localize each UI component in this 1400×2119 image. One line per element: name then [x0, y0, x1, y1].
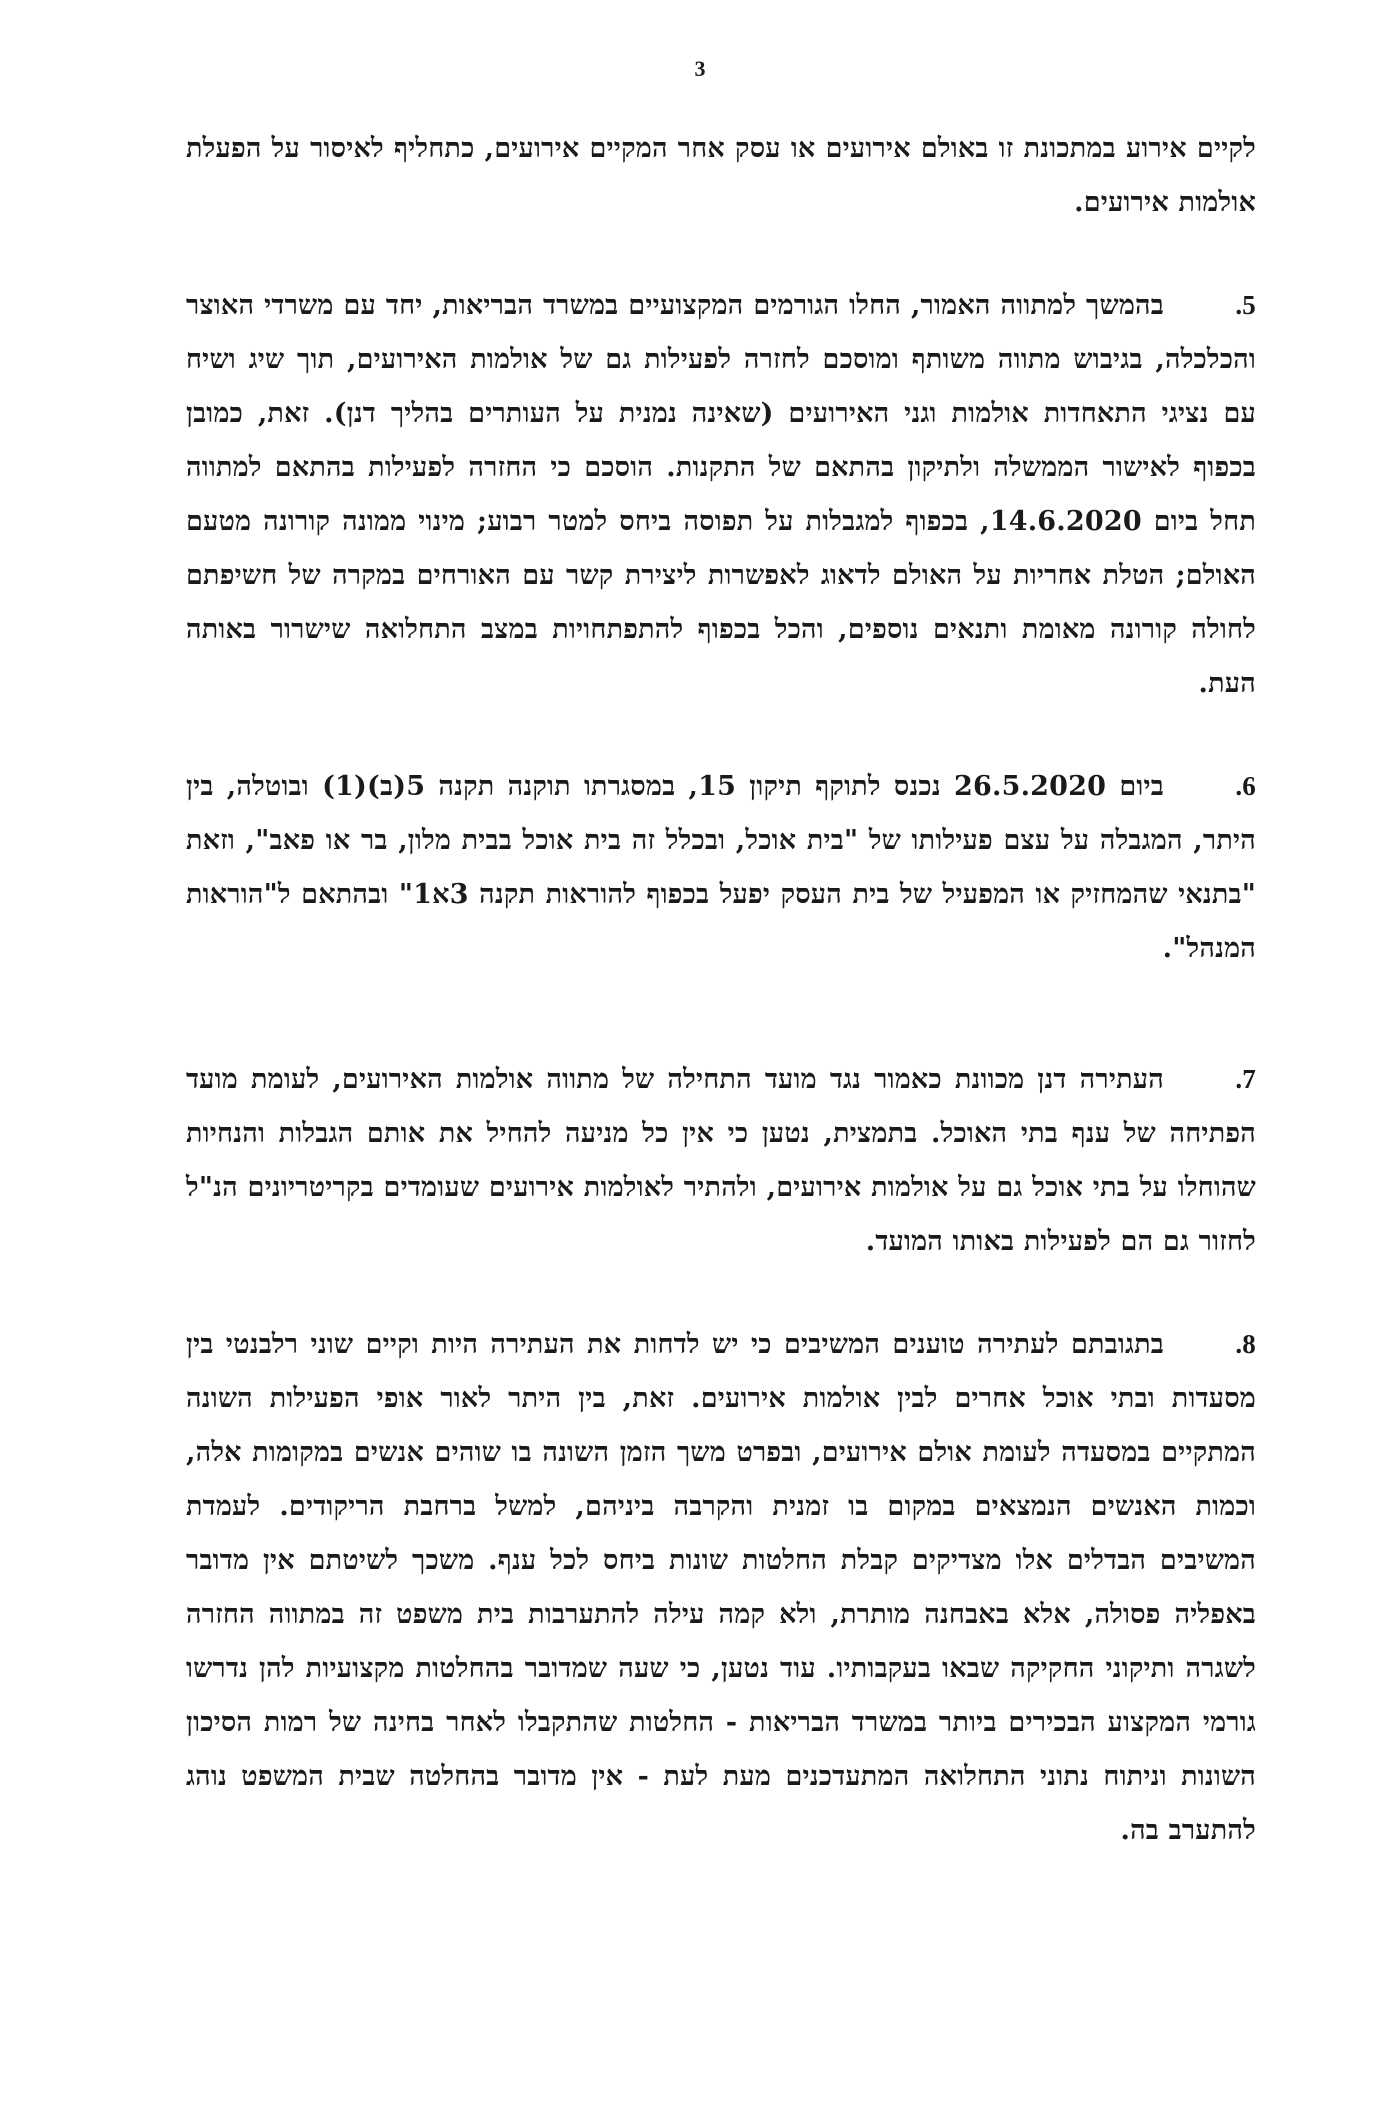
paragraph-intro: [186, 122, 1256, 230]
document-body: [186, 122, 1256, 1858]
paragraph-8-text: בתגובתם לעתירה טוענים המשיבים כי יש לדחות את העתירה היות וקיים שוני רלבנטי בין מסעדות ובתי אוכל אחרים לבין אולמות אירועים. זאת, בין היתר לאור אופי הפעילות השונה המתקיים במסעדה לעומת אולם אירועים, ובפרט משך הזמן השונה בו שוהים אנשים במקומות אלה, וכמות האנשים הנמצאים במקום בו זמנית והקרבה ביניהם, למשל ברחבת הריקודים. לעמדת המשיבים הבדלים אלו מצדיקים קבלת החלטות שונות ביחס לכל ענף. משכך לשיטתם אין מדובר באפליה פסולה, אלא באבחנה מותרת, ולא קמה עילה להתערבות בית משפט זה במתווה החזרה לשגרה ותיקוני החקיקה שבאו בעקבותיו. עוד נטען, כי שעה שמדובר בהחלטות מקצועיות להן נדרשו גורמי המקצוע הבכירים ביותר במשרד הבריאות - החלטות שהתקבלו לאחר בחינה של רמות הסיכון השונות וניתוח נתוני התחלואה המתעדכנים מעת לעת - אין מדובר בהחלטה שבית המשפט נוהג להתערב בה.: [186, 1329, 1256, 1846]
paragraph-7-text: העתירה דנן מכוונת כאמור נגד מועד התחילה של מתווה אולמות האירועים, לעומת מועד הפתיחה של ענף בתי האוכל. בתמצית, נטען כי אין כל מניעה להחיל את אותם הגבלות והנחיות שהוחלו על בתי אוכל גם על אולמות אירועים, ולהתיר לאולמות אירועים שעומדים בקריטריונים הנ"ל לחזור גם הם לפעילות באותו המועד.: [186, 1064, 1256, 1257]
paragraph-8: [186, 1317, 1256, 1858]
paragraph-spacer: [186, 976, 1256, 1052]
paragraph-7: [186, 1052, 1256, 1269]
paragraph-5-number: 5.: [1235, 290, 1256, 320]
paragraph-5-text: בהמשך למתווה האמור, החלו הגורמים המקצועיים במשרד הבריאות, יחד עם משרדי האוצר והכלכלה, בגיבוש מתווה משותף ומוסכם לחזרה לפעילות גם של אולמות האירועים, תוך שיג ושיח עם נציגי התאחדות אולמות וגני האירועים (שאינה נמנית על העותרים בהליך דנן). זאת, כמובן בכפוף לאישור הממשלה ולתיקון בהתאם של התקנות. הוסכם כי החזרה לפעילות בהתאם למתווה תחל ביום 14.6.2020, בכפוף למגבלות על תפוסה ביחס למטר רבוע; מינוי ממונה קורונה מטעם האולם; הטלת אחריות על האולם לדאוג לאפשרות ליצירת קשר עם האורחים במקרה של חשיפתם לחולה קורונה מאומת ותנאים נוספים, והכל בכפוף להתפתחויות במצב התחלואה שישרור באותה העת.: [186, 290, 1256, 699]
paragraph-6-number: 6.: [1235, 771, 1256, 801]
paragraph-5: [186, 278, 1256, 711]
paragraph-8-number: 8.: [1235, 1329, 1256, 1359]
paragraph-intro-text: לקיים אירוע במתכונת זו באולם אירועים או עסק אחר המקיים אירועים, כתחליף לאיסור על הפעלת אולמות אירועים.: [186, 133, 1256, 218]
paragraph-spacer: [186, 1269, 1256, 1317]
paragraph-spacer: [186, 230, 1256, 278]
paragraph-6-text: ביום 26.5.2020 נכנס לתוקף תיקון 15, במסגרתו תוקנה תקנה 5(ב)(1) ובוטלה, בין היתר, המגבלה על עצם פעילותו של "בית אוכל, ובכלל זה בית אוכל בבית מלון, בר או פאב", וזאת "בתנאי שהמחזיק או המפעיל של בית העסק יפעל בכפוף להוראות תקנה 3א1" ובהתאם ל"הוראות המנהל".: [186, 771, 1257, 964]
paragraph-spacer: [186, 711, 1256, 759]
paragraph-6: [186, 759, 1256, 976]
page-number: 3: [694, 56, 706, 81]
paragraph-7-number: 7.: [1235, 1064, 1256, 1094]
